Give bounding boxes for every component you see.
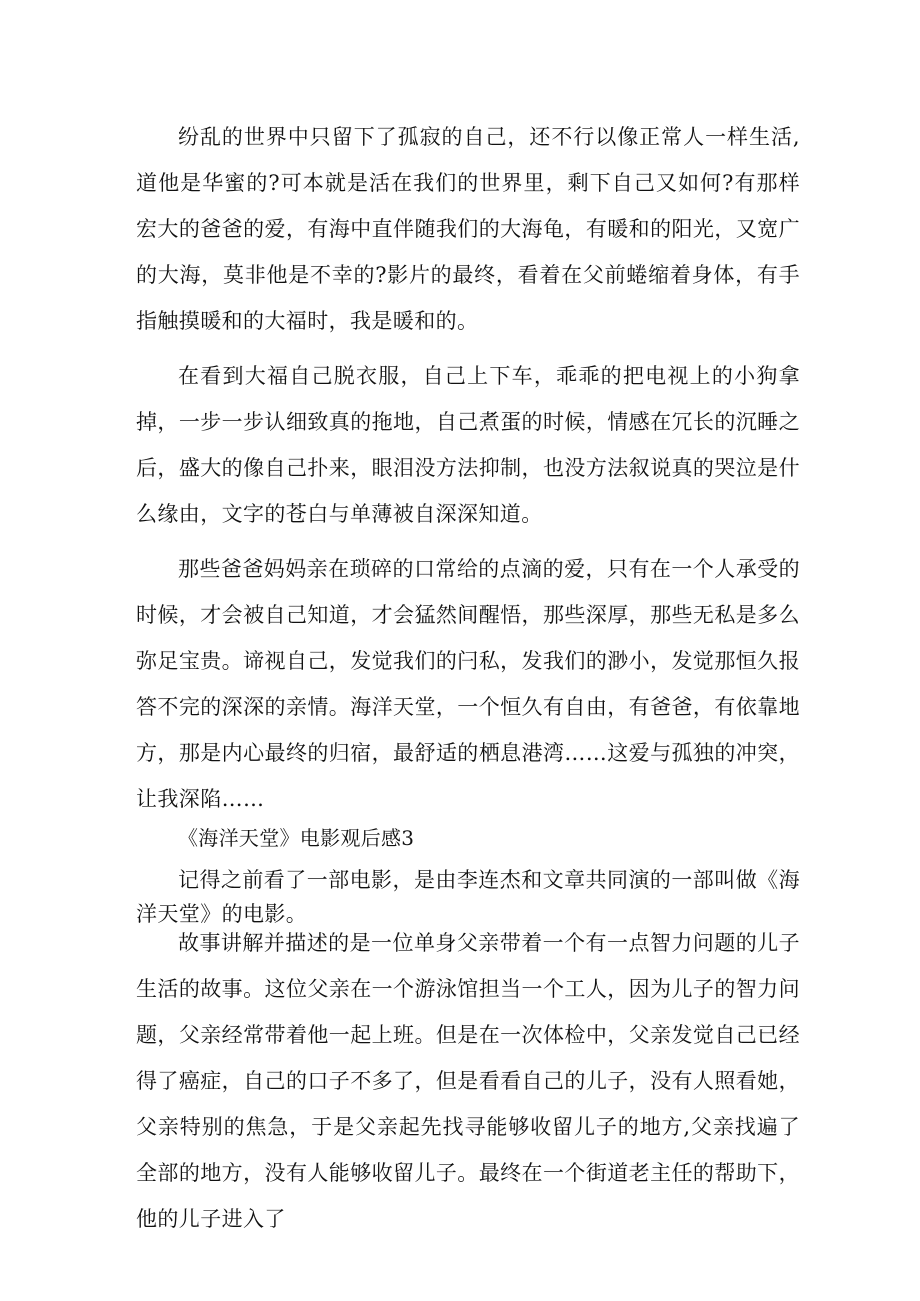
section-paragraph-1: 记得之前看了一部电影，是由李连杰和文章共同演的一部叫做《海洋天堂》的电影。 [136,868,800,926]
paragraph-3: 那些爸爸妈妈亲在琐碎的口常给的点滴的爱，只有在一个人承受的时候，才会被自己知道，才会猛然间醒悟，那些深厚，那些无私是多么弥足宝贵。谛视自己，发觉我们的闩私，发我们的渺小，发觉那恒久报答不完的深深的亲情。海洋天堂，一个恒久有自由，有爸爸，有依靠地方，那是内心最终的归宿，最舒适的栖息港湾……这爱与孤独的冲突，让我深陷…… [136,557,800,811]
paragraph-2: 在看到大福自己脱衣服，自己上下车，乖乖的把电视上的小狗拿掉，一步一步认细致真的拖地，自己煮蛋的时候，情感在冗长的沉睡之后，盛大的像自己扑来，眼泪没方法抑制，也没方法叙说真的哭泣是什么缘由，文字的苍白与单薄被自深深知道。 [136,364,800,526]
section-paragraph-2: 故事讲解并描述的是一位单身父亲带着一个有一点智力问题的儿子生活的故事。这位父亲在一个游泳馆担当一个工人，因为儿子的智力问题，父亲经常带着他一起上班。但是在一次体检中，父亲发觉自己已经得了癌症，自己的口子不多了，但是看看自己的儿子，没有人照看她，父亲特别的焦急，于是父亲起先找寻能够收留儿子的地方,父亲找遍了全部的地方，没有人能够收留儿子。最终在一个街道老主任的帮助下，他的儿子进入了 [136,931,800,1231]
section-heading: 《海洋天堂》电影观后感3 [178,826,415,850]
paragraph-1: 纷乱的世界中只留下了孤寂的自己，还不行以像正常人一样生活,道他是华蜜的?可本就是活在我们的世界里，剩下自己又如何?有那样宏大的爸爸的爱，有海中直伴随我们的大海龟，有暖和的阳光，又宽广的大海，莫非他是不幸的?影片的最终，看着在父前蜷缩着身体，有手指触摸暖和的大福时，我是暖和的。 [136,125,800,333]
